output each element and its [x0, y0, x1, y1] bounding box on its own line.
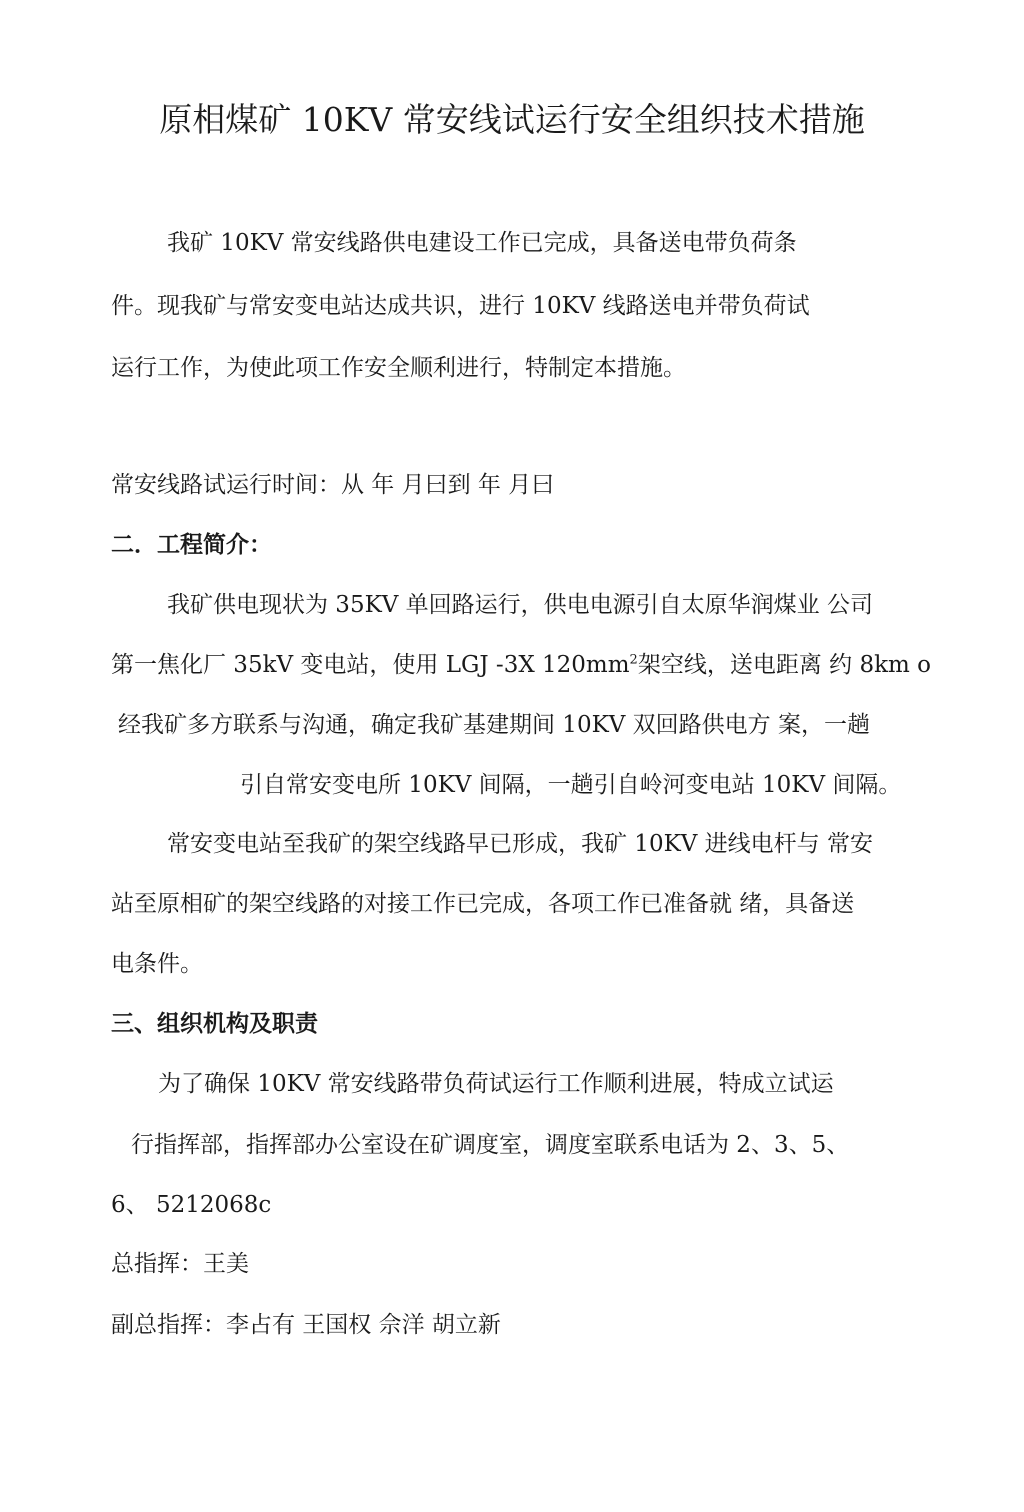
section-2-para2-line-3: 电条件。: [111, 951, 203, 977]
commander-line: 总指挥：王美: [111, 1251, 249, 1277]
intro-line-1: 我矿 10KV 常安线路供电建设工作已完成，具备送电带负荷条: [167, 230, 797, 256]
section-2-para1-line-1: 我矿供电现状为 35KV 单回路运行，供电电源引自太原华润煤业 公司: [167, 592, 873, 618]
section-2-heading: 二．工程简介：: [111, 531, 272, 558]
section-3-para-line-3: 6、 5212068c: [111, 1192, 272, 1218]
intro-line-2: 件。现我矿与常安变电站达成共识，进行 10KV 线路送电并带负荷试: [111, 293, 810, 319]
section-3-heading: 三、组织机构及职责: [111, 1010, 318, 1037]
section-2-para1-line-3: 经我矿多方联系与沟通，确定我矿基建期间 10KV 双回路供电方 案，一趟: [118, 712, 870, 738]
section-2-para2-line-2: 站至原相矿的架空线路的对接工作已完成，各项工作已准备就 绪，具备送: [111, 891, 855, 917]
intro-line-3: 运行工作，为使此项工作安全顺利进行，特制定本措施。: [111, 355, 686, 381]
line-2-start: 第一焦化厂 35kV 变电站，使用 LGJ -3X 120mm: [111, 652, 630, 678]
document-title: 原相煤矿 10KV 常安线试运行安全组织技术措施: [159, 100, 865, 139]
deputy-commander-line: 副总指挥：李占有 王国权 佘洋 胡立新: [111, 1312, 501, 1338]
section-2-para1-line-4: 引自常安变电所 10KV 间隔，一趟引自岭河变电站 10KV 间隔。: [240, 772, 902, 798]
trial-time-line: 常安线路试运行时间：从 年 月曰到 年 月曰: [111, 472, 555, 498]
squared-superscript: 2: [629, 652, 638, 668]
section-2-para1-line-2: [111, 650, 931, 680]
section-2-para2-line-1: 常安变电站至我矿的架空线路早已形成，我矿 10KV 进线电杆与 常安: [167, 831, 873, 857]
line-2-end: 架空线，送电距离 约 8km o: [637, 652, 931, 678]
section-3-para-line-1: 为了确保 10KV 常安线路带负荷试运行工作顺利进展，特成立试运: [158, 1071, 834, 1097]
section-3-para-line-2: 行指挥部，指挥部办公室设在矿调度室，调度室联系电话为 2、3、5、: [131, 1132, 850, 1158]
